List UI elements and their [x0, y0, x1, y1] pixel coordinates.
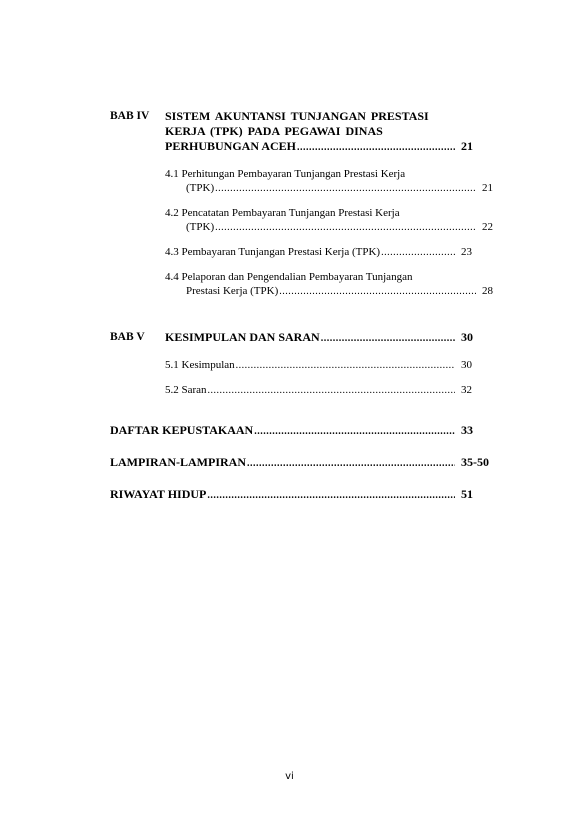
toc-entry-5-2 [165, 383, 490, 398]
dot-leader [207, 488, 455, 503]
dot-leader [254, 424, 455, 439]
chapter-bab-v [110, 330, 490, 346]
entry-text: 5.2 Saran [165, 384, 207, 396]
toc-entry-4-4 [165, 270, 493, 299]
dot-leader [297, 140, 455, 155]
entry-text: LAMPIRAN-LAMPIRAN [110, 455, 246, 469]
page-ref: 33 [461, 423, 473, 437]
page-ref: 28 [482, 285, 493, 297]
chapter-title-line: KESIMPULAN DAN SARAN [165, 330, 320, 344]
page-ref: 30 [461, 330, 473, 344]
chapter-bab-iv [110, 109, 490, 155]
page-ref: 32 [461, 384, 472, 396]
entry-text: 5.1 Kesimpulan [165, 359, 235, 371]
toc-entry-4-3 [165, 245, 490, 260]
page-ref: 35-50 [461, 455, 489, 469]
dot-leader [381, 246, 455, 260]
page-ref: 22 [482, 221, 493, 233]
dot-leader [215, 182, 476, 196]
chapter-title-line: PERHUBUNGAN ACEH [165, 139, 297, 153]
entry-text: 4.3 Pembayaran Tunjangan Prestasi Kerja (TPK) [165, 246, 381, 258]
dot-leader [215, 221, 476, 235]
dot-leader [208, 384, 455, 398]
dot-leader [247, 456, 455, 471]
toc-entry-4-1 [165, 167, 493, 196]
entry-text: 4.4 Pelaporan dan Pengendalian Pembayaran Tunjangan [165, 271, 413, 283]
page-ref: 21 [461, 139, 473, 153]
entry-text: Prestasi Kerja (TPK) [186, 285, 279, 297]
chapter-title-line: SISTEM AKUNTANSI TUNJANGAN PRESTASI [165, 109, 429, 123]
entry-text: (TPK) [186, 182, 215, 194]
entry-text: 4.1 Perhitungan Pembayaran Tunjangan Prestasi Kerja [165, 168, 406, 180]
chapter-label: BAB V [110, 331, 145, 343]
toc-entry-5-1 [165, 358, 490, 373]
chapter-label: BAB IV [110, 110, 150, 122]
toc-entry-lampiran [110, 455, 490, 471]
entry-text: 4.2 Pencatatan Pembayaran Tunjangan Prestasi Kerja [165, 207, 400, 219]
page-ref: 30 [461, 359, 472, 371]
toc-entry-4-2 [165, 206, 493, 235]
page-ref: 23 [461, 246, 472, 258]
entry-text: RIWAYAT HIDUP [110, 487, 207, 501]
chapter-title-row [165, 139, 490, 155]
page-ref: 51 [461, 487, 473, 501]
entry-text: DAFTAR KEPUSTAKAAN [110, 423, 254, 437]
table-of-contents [110, 109, 493, 503]
toc-entry-daftar-kepustakaan [110, 423, 490, 439]
dot-leader [279, 285, 476, 299]
page-ref: 21 [482, 182, 493, 194]
page-number: vi [285, 771, 294, 782]
toc-entry-riwayat-hidup [110, 487, 490, 503]
entry-text: (TPK) [186, 221, 215, 233]
dot-leader [236, 359, 455, 373]
dot-leader [321, 331, 455, 346]
chapter-title-line: KERJA (TPK) PADA PEGAWAI DINAS [165, 124, 383, 138]
